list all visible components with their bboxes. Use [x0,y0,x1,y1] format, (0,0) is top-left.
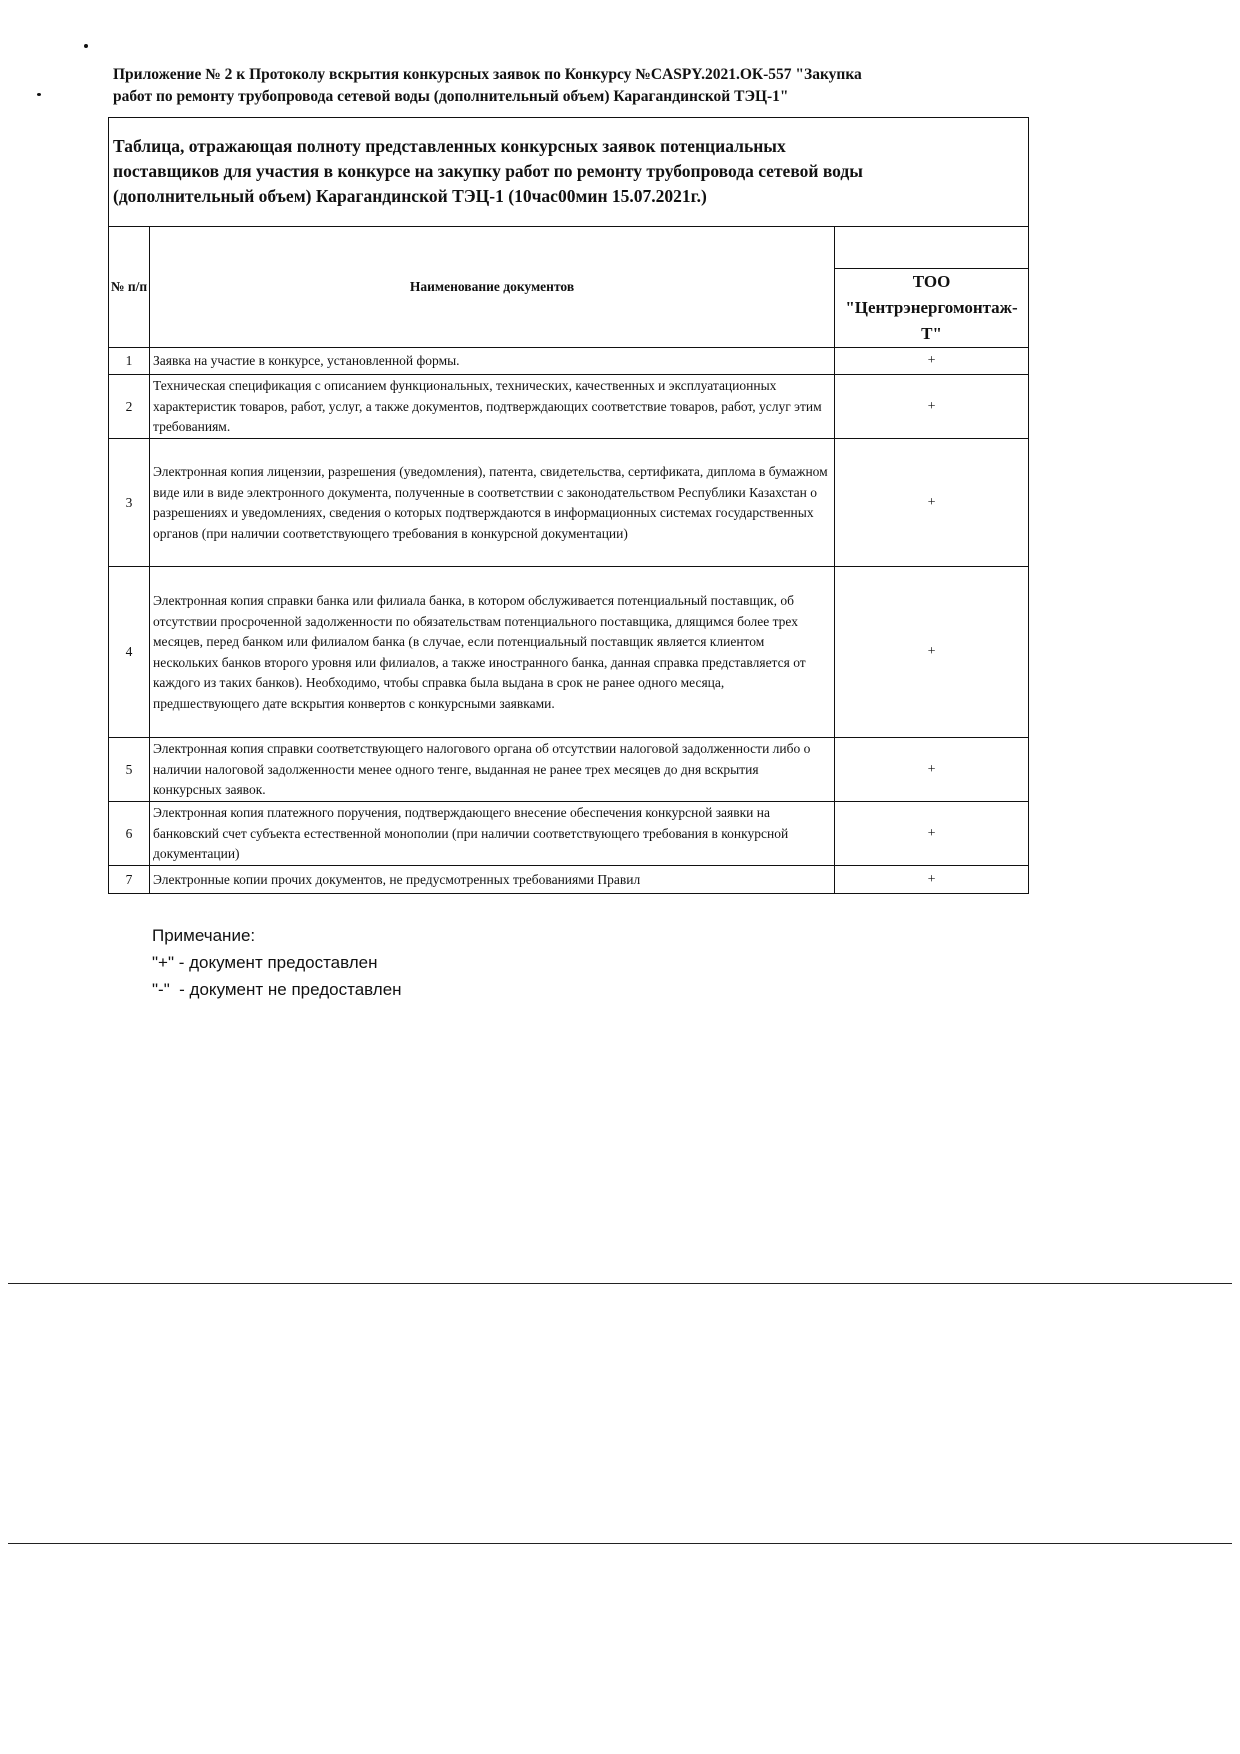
caption-line-1: Таблица, отражающая полноту представленных конкурсных заявок потенциальных [113,136,786,156]
document-header [113,64,1033,108]
document-name: Электронная копия справки соответствующего налогового органа об отсутствии налоговой задолженности либо о наличии налоговой задолженности менее одного тенге, выданная не ранее трех месяцев до дня вскрытия конкурсных заявок. [150,738,835,802]
table-caption [109,118,1029,227]
document-name: Электронная копия справки банка или филиала банка, в котором обслуживается потенциальный поставщик, об отсутствии просроченной задолженности по обязательствам потенциального поставщика, длящимся более трех месяцев, перед банком или филиалом банка (в случае, если потенциальный поставщик является клиентом нескольких банков второго уровня или филиалов, а также иностранного банка, данная справка представляется от каждого из таких банков). Необходимо, чтобы справка была выдана в срок не ранее одного месяца, предшествующего дате вскрытия конвертов с конкурсными заявками. [150,567,835,738]
table-row [109,567,1029,738]
presence-mark: + [835,348,1029,375]
table-row [109,738,1029,802]
scan-divider-line [8,1283,1232,1284]
presence-mark: + [835,439,1029,567]
presence-mark: + [835,802,1029,866]
row-number: 6 [109,802,150,866]
document-name: Заявка на участие в конкурсе, установленной формы. [150,348,835,375]
table-row [109,802,1029,866]
presence-mark: + [835,866,1029,894]
document-name: Электронная копия платежного поручения, подтверждающего внесение обеспечения конкурсной заявки на банковский счет субъекта естественной монополии (при наличии соответствующего требования в конкурсной документации) [150,802,835,866]
row-number: 3 [109,439,150,567]
document-name: Электронная копия лицензии, разрешения (уведомления), патента, свидетельства, сертификата, диплома в бумажном виде или в виде электронного документа, полученные в соответствии с законодательством Республики Казахстан о разрешениях и уведомлениях, сведения о которых подтверждаются в информационных системах государственных органов (при наличии соответствующего требования в конкурсной документации) [150,439,835,567]
presence-mark: + [835,375,1029,439]
note-minus-meaning: "-" - документ не предоставлен [152,980,402,999]
header-line-2: работ по ремонту трубопровода сетевой воды (дополнительный объем) Карагандинской ТЭЦ-1" [113,88,789,105]
scan-speck [37,93,41,96]
note-plus-meaning: "+" - документ предоставлен [152,953,378,972]
scan-speck [84,44,88,48]
scan-divider-line [8,1543,1232,1544]
row-number: 7 [109,866,150,894]
legend-note [152,922,402,1003]
document-name: Электронные копии прочих документов, не предусмотренных требованиями Правил [150,866,835,894]
row-number: 2 [109,375,150,439]
column-header-documents: Наименование документов [150,227,835,348]
caption-line-3: (дополнительный объем) Карагандинской ТЭЦ-1 (10час00мин 15.07.2021г.) [113,186,707,206]
row-number: 4 [109,567,150,738]
supplier-header-blank [835,227,1029,269]
table-row [109,439,1029,567]
note-title: Примечание: [152,926,256,945]
table-row [109,348,1029,375]
column-header-supplier: ТОО "Центрэнергомонтаж-Т" [835,269,1029,348]
presence-mark: + [835,567,1029,738]
header-line-1: Приложение № 2 к Протоколу вскрытия конкурсных заявок по Конкурсу №CASPY.2021.ОК-557 "Закупка [113,66,862,83]
table-row [109,375,1029,439]
row-number: 1 [109,348,150,375]
presence-mark: + [835,738,1029,802]
caption-line-2: поставщиков для участия в конкурсе на закупку работ по ремонту трубопровода сетевой воды [113,161,863,181]
table-row [109,866,1029,894]
row-number: 5 [109,738,150,802]
document-name: Техническая спецификация с описанием функциональных, технических, качественных и эксплуатационных характеристик товаров, работ, услуг, а также документов, подтверждающих соответствие товаров, работ, услуг этим требованиям. [150,375,835,439]
completeness-table [108,117,1029,894]
column-header-number: № п/п [109,227,150,348]
